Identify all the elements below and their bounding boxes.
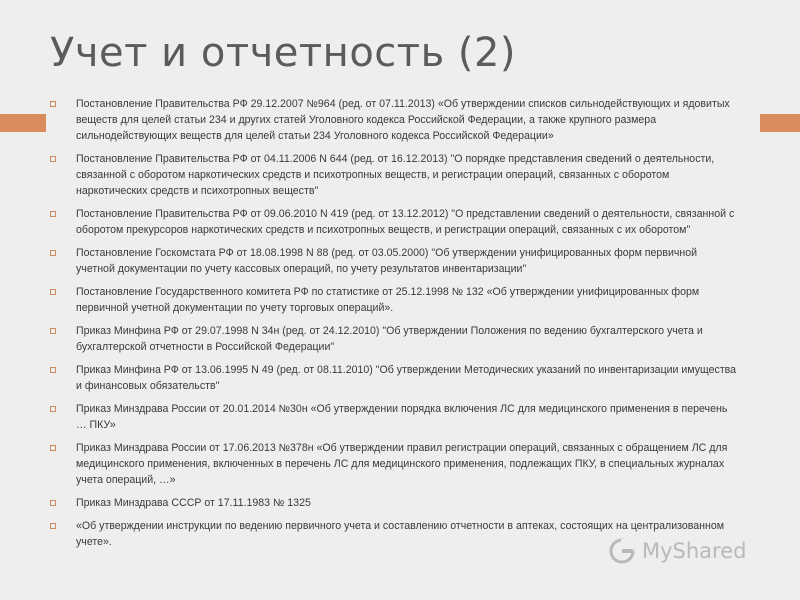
list-item	[48, 362, 738, 394]
list-item-text: Приказ Минздрава России от 20.01.2014 №30н «Об утверждении порядка включения ЛС для медицинского применения в перечень … ПКУ»	[76, 403, 728, 431]
list-item	[48, 284, 738, 316]
square-bullet-icon	[50, 101, 56, 107]
square-bullet-icon	[50, 367, 56, 373]
list-item	[48, 440, 738, 488]
square-bullet-icon	[50, 211, 56, 217]
list-item-text: Постановление Правительства РФ от 04.11.2006 N 644 (ред. от 16.12.2013) "О порядке представления сведений о деятельности, связанной с оборотом наркотических средств и психотропных веществ, и регистрации операций, связанных с оборотом наркотических средств и психотропных веществ"	[76, 153, 715, 197]
accent-bar-right	[760, 114, 800, 132]
square-bullet-icon	[50, 156, 56, 162]
list-item-text: Приказ Минфина РФ от 29.07.1998 N 34н (ред. от 24.12.2010) "Об утверждении Положения по ведению бухгалтерского учета и бухгалтерской отчетности в Российской Федерации"	[76, 325, 703, 353]
list-item-text: Приказ Минфина РФ от 13.06.1995 N 49 (ред. от 08.11.2010) "Об утверждении Методических указаний по инвентаризации имущества и финансовых обязательств"	[76, 364, 737, 392]
accent-bar-left	[0, 114, 46, 132]
list-item-text: Постановление Правительства РФ от 09.06.2010 N 419 (ред. от 13.12.2012) "О представлении сведений о деятельности, связанной с оборотом прекурсоров наркотических средств и психотропных веществ, и регистрации операций, связанных с их оборотом"	[76, 208, 735, 236]
square-bullet-icon	[50, 289, 56, 295]
slide-title: Учет и отчетность (2)	[50, 30, 517, 76]
list-item-text: «Об утверждении инструкции по ведению первичного учета и составлению отчетности в аптеках, состоящих на централизованном учете».	[76, 520, 725, 548]
regulation-list	[48, 96, 738, 557]
watermark	[608, 537, 746, 565]
list-item	[48, 323, 738, 355]
watermark-text: MyShared	[642, 539, 747, 563]
square-bullet-icon	[50, 445, 56, 451]
list-item-text: Приказ Минздрава СССР от 17.11.1983 № 1325	[76, 497, 311, 509]
list-item-text: Постановление Правительства РФ 29.12.2007 №964 (ред. от 07.11.2013) «Об утверждении списков сильнодействующих и ядовитых веществ для целей статьи 234 и других статей Уголовного кодекса Российской Федерации, а также крупного размера сильнодействующих веществ для целей статьи 234 Уголовного кодекса Российской Федерации»	[76, 98, 730, 142]
square-bullet-icon	[50, 406, 56, 412]
list-item	[48, 96, 738, 144]
myshared-logo-icon	[608, 537, 636, 565]
square-bullet-icon	[50, 328, 56, 334]
list-item	[48, 495, 738, 511]
list-item	[48, 151, 738, 199]
list-item-text: Приказ Минздрава России от 17.06.2013 №378н «Об утверждении правил регистрации операций, связанных с обращением ЛС для медицинского применения, включенных в перечень ЛС для медицинского применения, подлежащих ПКУ, в специальных журналах учета операций, …»	[76, 442, 728, 486]
square-bullet-icon	[50, 523, 56, 529]
square-bullet-icon	[50, 500, 56, 506]
list-item	[48, 245, 738, 277]
list-item	[48, 206, 738, 238]
list-item	[48, 401, 738, 433]
square-bullet-icon	[50, 250, 56, 256]
list-item-text: Постановление Госкомстата РФ от 18.08.1998 N 88 (ред. от 03.05.2000) "Об утверждении унифицированных форм первичной учетной документации по учету кассовых операций, по учету результатов инвентаризации"	[76, 247, 698, 275]
list-item-text: Постановление Государственного комитета РФ по статистике от 25.12.1998 № 132 «Об утверждении унифицированных форм первичной учетной документации по учету торговых операций».	[76, 286, 700, 314]
